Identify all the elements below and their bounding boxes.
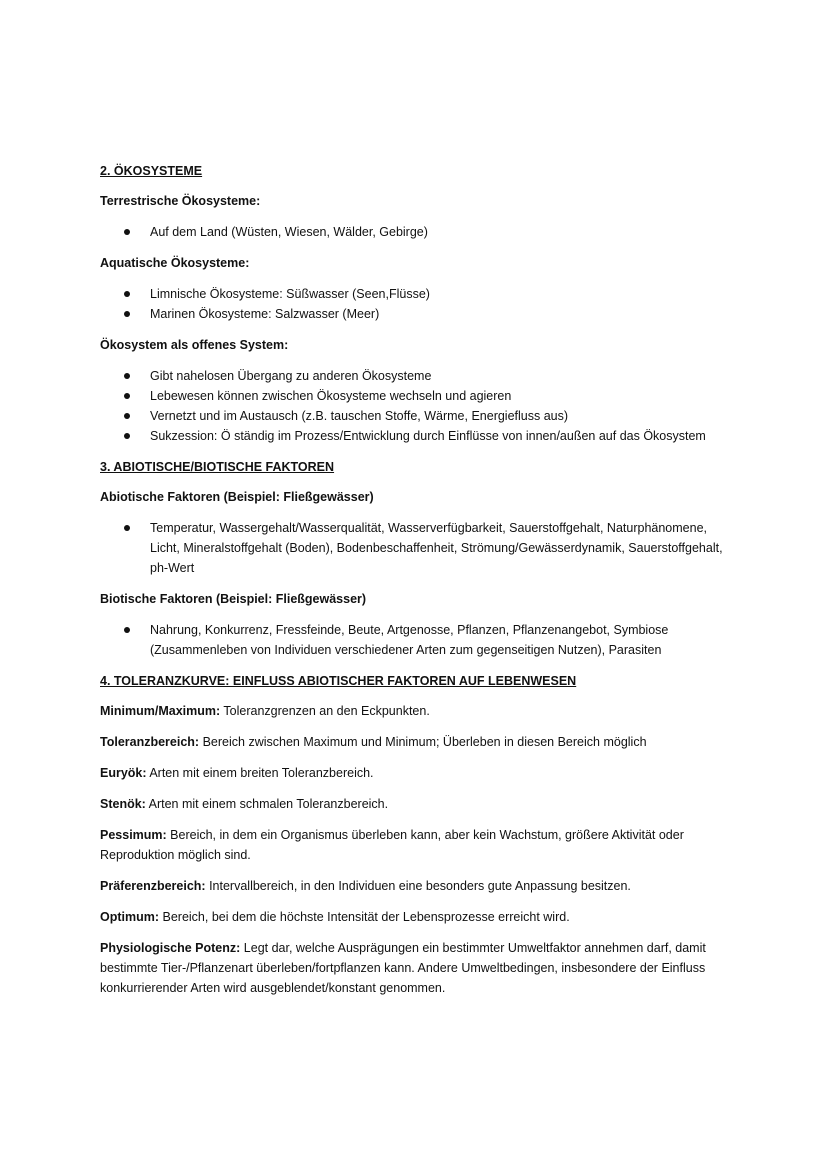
list-item: Gibt nahelosen Übergang zu anderen Ökosysteme [150,366,740,386]
definition-tolerance-range [100,732,740,752]
definition-text: Toleranzgrenzen an den Eckpunkten. [220,704,430,718]
definition-pessimum [100,825,740,865]
list-item: Marinen Ökosysteme: Salzwasser (Meer) [150,304,740,324]
list-terrestrial [100,222,740,242]
document-page [100,161,740,1009]
definition-euryoek [100,763,740,783]
definition-term: Optimum: [100,910,160,924]
list-aquatic [100,284,740,324]
subheading-open-system: Ökosystem als offenes System: [100,338,289,352]
list-item: Auf dem Land (Wüsten, Wiesen, Wälder, Gebirge) [150,222,740,242]
definition-text: Bereich, in dem ein Organismus überleben kann, aber kein Wachstum, größere Aktivität oder Reproduktion möglich sind. [100,828,684,862]
list-abiotic [100,518,740,578]
definition-preference-range [100,876,740,896]
definition-term: Stenök: [100,797,146,811]
definition-term: Präferenzbereich: [100,879,206,893]
definition-text: Arten mit einem schmalen Toleranzbereich. [145,797,389,811]
definition-term: Toleranzbereich: [100,735,200,749]
definition-optimum [100,907,740,927]
definition-text: Arten mit einem breiten Toleranzbereich. [146,766,374,780]
definition-text: Intervallbereich, in den Individuen eine besonders gute Anpassung besitzen. [205,879,631,893]
list-item: Limnische Ökosysteme: Süßwasser (Seen,Flüsse) [150,284,740,304]
section-heading-tolerance-curve: 4. TOLERANZKURVE: EINFLUSS ABIOTISCHER FAKTOREN AUF LEBENWESEN [100,674,577,688]
list-biotic [100,620,740,660]
list-open-system [100,366,740,446]
definition-text: Legt dar, welche Ausprägungen ein bestimmter Umweltfaktor annehmen darf, damit bestimmte Tier-/Pflanzenart überleben/fortpflanzen kann. Andere Umweltbedingen, insbesondere der Einfluss konkurrierender Arten wird ausgeblendet/konstant genommen. [100,941,706,995]
definition-term: Euryök: [100,766,147,780]
subheading-aquatic: Aquatische Ökosysteme: [100,256,250,270]
subheading-abiotic: Abiotische Faktoren (Beispiel: Fließgewässer) [100,490,374,504]
list-item: Temperatur, Wassergehalt/Wasserqualität, Wasserverfügbarkeit, Sauerstoffgehalt, Naturphänomene, Licht, Mineralstoffgehalt (Boden), Bodenbeschaffenheit, Strömung/Gewässerdynamik, Sauerstoffgehalt, ph-Wert [150,518,740,578]
definition-min-max [100,701,740,721]
section-heading-factors: 3. ABIOTISCHE/BIOTISCHE FAKTOREN [100,460,335,474]
definition-term: Physiologische Potenz: [100,941,241,955]
subheading-terrestrial: Terrestrische Ökosysteme: [100,194,261,208]
definition-text: Bereich zwischen Maximum und Minimum; Überleben in diesen Bereich möglich [199,735,647,749]
list-item: Lebewesen können zwischen Ökosysteme wechseln und agieren [150,386,740,406]
list-item: Nahrung, Konkurrenz, Fressfeinde, Beute, Artgenosse, Pflanzen, Pflanzenangebot, Symbiose (Zusammenleben von Individuen verschiedener Arten zum gegenseitigen Nutzen), Parasiten [150,620,740,660]
definition-physiological-potency [100,938,740,998]
subheading-biotic: Biotische Faktoren (Beispiel: Fließgewässer) [100,592,367,606]
definition-term: Pessimum: [100,828,167,842]
definition-stenoek [100,794,740,814]
list-item: Sukzession: Ö ständig im Prozess/Entwicklung durch Einflüsse von innen/außen auf das Ökosystem [150,426,740,446]
definition-term: Minimum/Maximum: [100,704,221,718]
section-heading-ecosystems: 2. ÖKOSYSTEME [100,164,203,178]
definition-text: Bereich, bei dem die höchste Intensität der Lebensprozesse erreicht wird. [159,910,570,924]
list-item: Vernetzt und im Austausch (z.B. tauschen Stoffe, Wärme, Energiefluss aus) [150,406,740,426]
